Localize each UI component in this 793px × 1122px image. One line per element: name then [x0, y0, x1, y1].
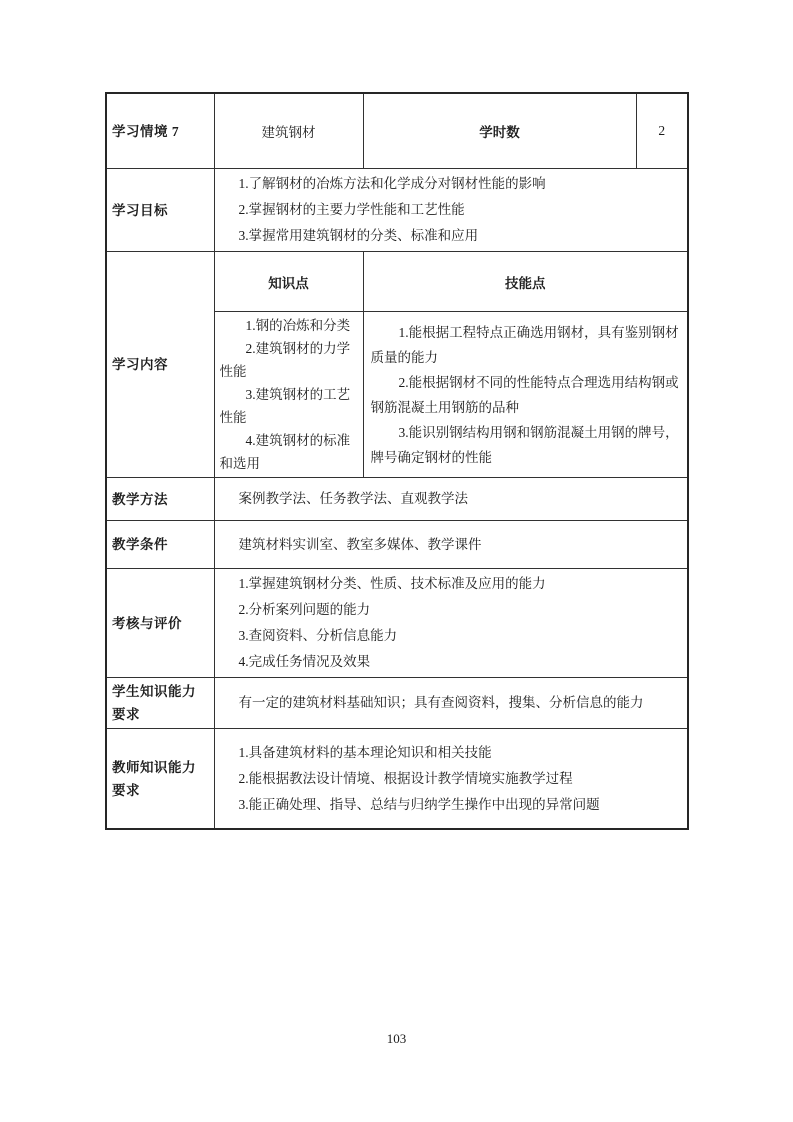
situation-value: 建筑钢材 [214, 93, 363, 169]
objectives-label: 学习目标 [106, 169, 214, 252]
assessment-item: 4.完成任务情况及效果 [238, 654, 371, 669]
table-row-assessment [106, 569, 688, 678]
teacher-requirement-item: 2.能根据教法设计情境、根据设计教学情境实施教学过程 [238, 770, 573, 786]
teacher-requirement-item: 3.能正确处理、指导、总结与归纳学生操作中出现的异常问题 [238, 796, 600, 812]
student-requirements-content [214, 678, 688, 729]
skill-item: 1.能根据工程特点正确选用钢材，具有鉴别钢材质量的能力 [370, 324, 679, 365]
methods-value: 案例教学法、任务教学法、直观教学法 [238, 491, 468, 506]
table-row-objectives [106, 169, 688, 252]
knowledge-item: 2.建筑钢材的力学性能 [219, 341, 351, 379]
table-row-methods [106, 478, 688, 521]
table-row-content-headers [106, 252, 688, 312]
objective-item: 1.了解钢材的冶炼方法和化学成分对钢材性能的影响 [238, 176, 546, 191]
objective-item: 2.掌握钢材的主要力学性能和工艺性能 [238, 202, 465, 217]
situation-label: 学习情境 7 [106, 93, 214, 169]
teacher-requirements-content [214, 729, 688, 830]
knowledge-item: 3.建筑钢材的工艺性能 [219, 387, 351, 425]
knowledge-item: 1.钢的冶炼和分类 [245, 318, 351, 333]
conditions-label: 教学条件 [106, 521, 214, 569]
student-requirements-label: 学生知识能力要求 [106, 678, 214, 729]
hours-label: 学时数 [363, 93, 636, 169]
skills-header: 技能点 [363, 252, 688, 312]
assessment-label: 考核与评价 [106, 569, 214, 678]
hours-value: 2 [636, 93, 688, 169]
content-label: 学习内容 [106, 252, 214, 478]
teacher-requirements-label: 教师知识能力要求 [106, 729, 214, 830]
knowledge-item: 4.建筑钢材的标准和选用 [219, 433, 351, 471]
skills-content [363, 312, 688, 478]
table-row-header [106, 93, 688, 169]
table-row-student-requirements [106, 678, 688, 729]
knowledge-header: 知识点 [214, 252, 363, 312]
student-requirements-value: 有一定的建筑材料基础知识；具有查阅资料，搜集、分析信息的能力 [238, 695, 644, 710]
conditions-content [214, 521, 688, 569]
table-row-teacher-requirements [106, 729, 688, 830]
knowledge-content [214, 312, 363, 478]
methods-content [214, 478, 688, 521]
objective-item: 3.掌握常用建筑钢材的分类、标准和应用 [238, 228, 479, 243]
teacher-requirement-item: 1.具备建筑材料的基本理论知识和相关技能 [238, 744, 492, 760]
conditions-value: 建筑材料实训室、教室多媒体、教学课件 [238, 536, 482, 552]
assessment-item: 2.分析案列问题的能力 [238, 602, 371, 617]
objectives-content [214, 169, 688, 252]
methods-label: 教学方法 [106, 478, 214, 521]
skill-item: 2.能根据钢材不同的性能特点合理选用结构钢或钢筋混凝土用钢筋的品种 [370, 374, 679, 415]
assessment-item: 1.掌握建筑钢材分类、性质、技术标准及应用的能力 [238, 576, 546, 591]
lesson-plan-table [105, 92, 689, 830]
assessment-content [214, 569, 688, 678]
assessment-item: 3.查阅资料、分析信息能力 [238, 628, 398, 643]
page-number: 103 [386, 1031, 407, 1046]
skill-item: 3.能识别钢结构用钢和钢筋混凝土用钢的牌号，牌号确定钢材的性能 [370, 424, 679, 465]
table-row-conditions [106, 521, 688, 569]
